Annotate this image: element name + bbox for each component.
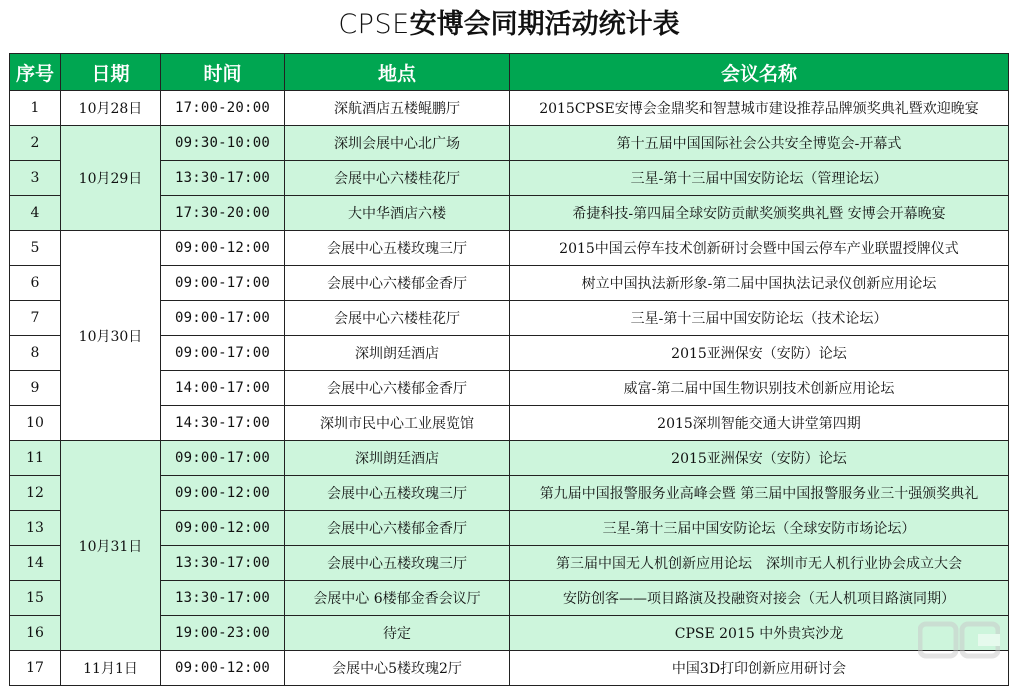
table-row [10, 651, 1009, 686]
cell-time: 13:30-17:00 [161, 161, 285, 196]
cell-no: 13 [10, 511, 61, 546]
cell-event-name: 第九届中国报警服务业高峰会暨 第三届中国报警服务业三十强颁奖典礼 [510, 476, 1009, 511]
schedule-table [9, 53, 1009, 686]
cell-event-name: 2015亚洲保安（安防）论坛 [510, 336, 1009, 371]
header-no: 序号 [10, 54, 61, 91]
cell-place: 大中华酒店六楼 [285, 196, 510, 231]
cell-place: 会展中心五楼玫瑰三厅 [285, 231, 510, 266]
cell-place: 会展中心五楼玫瑰三厅 [285, 546, 510, 581]
cell-place: 会展中心5楼玫瑰2厅 [285, 651, 510, 686]
cell-time: 09:00-12:00 [161, 651, 285, 686]
table-row [10, 441, 1009, 476]
cell-time: 17:30-20:00 [161, 196, 285, 231]
cell-time: 09:00-17:00 [161, 336, 285, 371]
cell-no: 1 [10, 91, 61, 126]
cell-no: 14 [10, 546, 61, 581]
header-date: 日期 [61, 54, 161, 91]
cell-time: 13:30-17:00 [161, 581, 285, 616]
cell-event-name: 树立中国执法新形象-第二届中国执法记录仪创新应用论坛 [510, 266, 1009, 301]
cell-place: 会展中心六楼桂花厅 [285, 161, 510, 196]
pc-logo-icon [918, 620, 1000, 660]
cell-date: 10月29日 [61, 126, 161, 231]
cell-place: 深圳朗廷酒店 [285, 336, 510, 371]
cell-date: 11月1日 [61, 651, 161, 686]
cell-event-name: 三星-第十三届中国安防论坛（全球安防市场论坛） [510, 511, 1009, 546]
cell-event-name: 第十五届中国国际社会公共安全博览会-开幕式 [510, 126, 1009, 161]
cell-event-name: 希捷科技-第四届全球安防贡献奖颁奖典礼暨 安博会开幕晚宴 [510, 196, 1009, 231]
cell-place: 会展中心六楼郁金香厅 [285, 511, 510, 546]
cell-place: 会展中心六楼桂花厅 [285, 301, 510, 336]
cell-event-name: 2015CPSE安博会金鼎奖和智慧城市建设推荐品牌颁奖典礼暨欢迎晚宴 [510, 91, 1009, 126]
table-row [10, 126, 1009, 161]
cell-place: 待定 [285, 616, 510, 651]
header-event-name: 会议名称 [510, 54, 1009, 91]
cell-no: 4 [10, 196, 61, 231]
cell-place: 会展中心六楼郁金香厅 [285, 371, 510, 406]
cell-time: 09:00-12:00 [161, 231, 285, 266]
cell-time: 09:00-12:00 [161, 476, 285, 511]
cell-date: 10月31日 [61, 441, 161, 651]
title-cjk: 安博会同期活动统计表 [409, 9, 680, 40]
cell-event-name: 安防创客——项目路演及投融资对接会（无人机项目路演同期） [510, 581, 1009, 616]
cell-time: 14:30-17:00 [161, 406, 285, 441]
cell-place: 深航酒店五楼鲲鹏厅 [285, 91, 510, 126]
table-row [10, 91, 1009, 126]
cell-event-name: 中国3D打印创新应用研讨会 [510, 651, 1009, 686]
cell-event-name: 威富-第二届中国生物识别技术创新应用论坛 [510, 371, 1009, 406]
cell-no: 10 [10, 406, 61, 441]
cell-no: 6 [10, 266, 61, 301]
cell-event-name: 三星-第十三届中国安防论坛（管理论坛） [510, 161, 1009, 196]
header-time: 时间 [161, 54, 285, 91]
cell-no: 2 [10, 126, 61, 161]
cell-no: 11 [10, 441, 61, 476]
cell-no: 12 [10, 476, 61, 511]
cell-date: 10月30日 [61, 231, 161, 441]
cell-place: 深圳朗廷酒店 [285, 441, 510, 476]
cell-time: 14:00-17:00 [161, 371, 285, 406]
cell-no: 16 [10, 616, 61, 651]
cell-place: 会展中心六楼郁金香厅 [285, 266, 510, 301]
cell-time: 17:00-20:00 [161, 91, 285, 126]
cell-time: 19:00-23:00 [161, 616, 285, 651]
cell-no: 3 [10, 161, 61, 196]
cell-time: 09:00-17:00 [161, 301, 285, 336]
table-header-row [10, 54, 1009, 91]
cell-time: 13:30-17:00 [161, 546, 285, 581]
cell-time: 09:00-12:00 [161, 511, 285, 546]
cell-no: 17 [10, 651, 61, 686]
cell-time: 09:30-10:00 [161, 126, 285, 161]
table-row [10, 231, 1009, 266]
cell-event-name: 第三届中国无人机创新应用论坛 深圳市无人机行业协会成立大会 [510, 546, 1009, 581]
cell-place: 深圳市民中心工业展览馆 [285, 406, 510, 441]
cell-time: 09:00-17:00 [161, 441, 285, 476]
cell-date: 10月28日 [61, 91, 161, 126]
cell-no: 9 [10, 371, 61, 406]
cell-event-name: 2015中国云停车技术创新研讨会暨中国云停车产业联盟授牌仪式 [510, 231, 1009, 266]
title-latin: CPSE [338, 9, 410, 40]
cell-event-name: 三星-第十三届中国安防论坛（技术论坛） [510, 301, 1009, 336]
table-body [10, 91, 1009, 686]
cell-time: 09:00-17:00 [161, 266, 285, 301]
cell-no: 8 [10, 336, 61, 371]
cell-place: 会展中心五楼玫瑰三厅 [285, 476, 510, 511]
cell-no: 7 [10, 301, 61, 336]
cell-event-name: 2015深圳智能交通大讲堂第四期 [510, 406, 1009, 441]
cell-no: 5 [10, 231, 61, 266]
page-title [0, 0, 1018, 50]
cell-event-name: CPSE 2015 中外贵宾沙龙 [510, 616, 1009, 651]
header-place: 地点 [285, 54, 510, 91]
cell-place: 会展中心 6楼郁金香会议厅 [285, 581, 510, 616]
cell-event-name: 2015亚洲保安（安防）论坛 [510, 441, 1009, 476]
cell-no: 15 [10, 581, 61, 616]
cell-place: 深圳会展中心北广场 [285, 126, 510, 161]
